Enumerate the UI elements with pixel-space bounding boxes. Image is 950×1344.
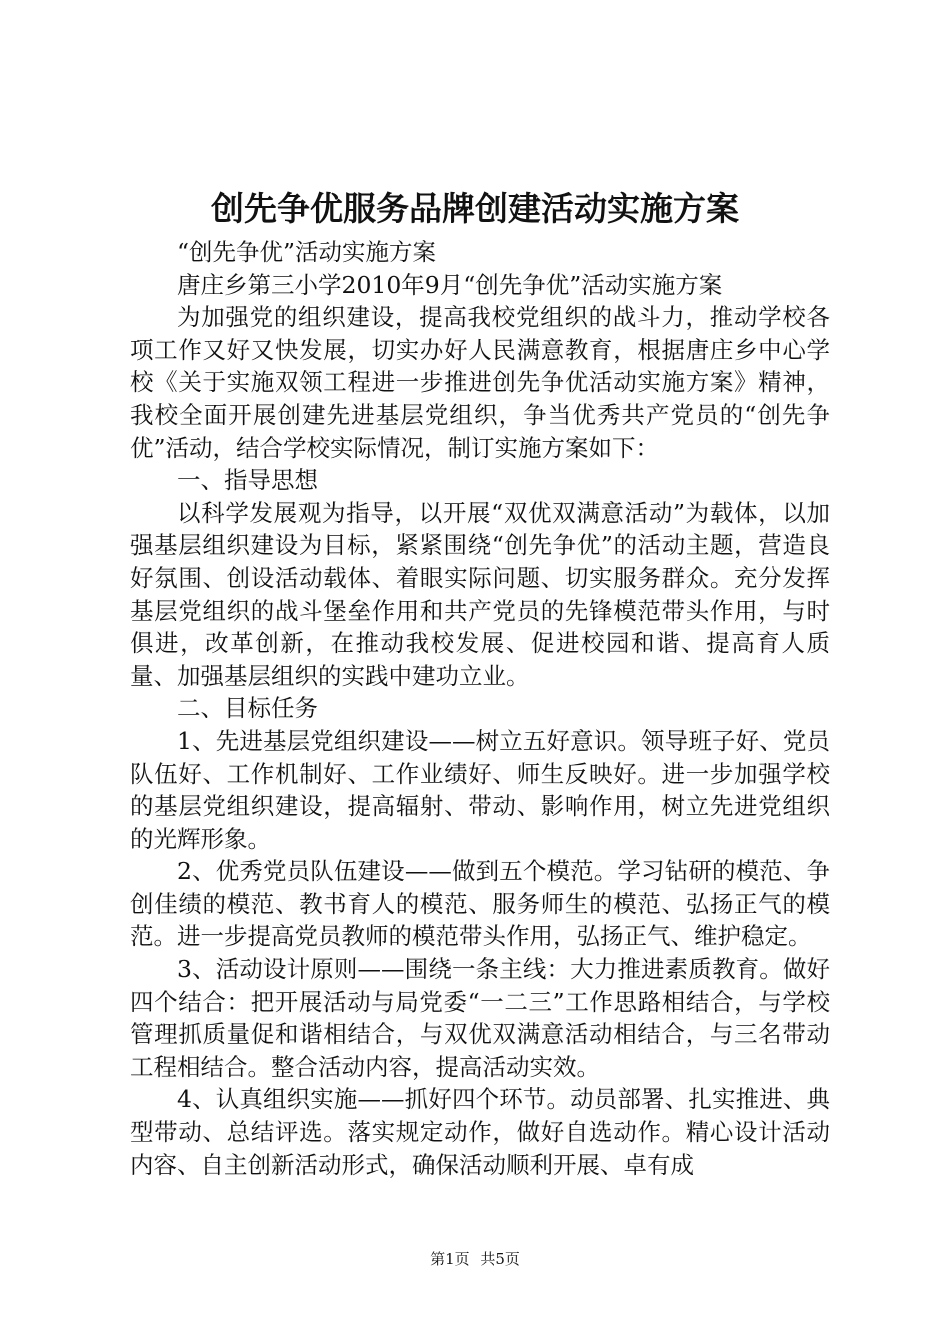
paragraph-subtitle: 唐庄乡第三小学2010年9月“创先争优”活动实施方案 [177, 270, 723, 299]
paragraph-goal-1: 1、先进基层党组织建设——树立五好意识。领导班子好、党员队伍好、工作机制好、工作业绩好、师生反映好。进一步加强学校的基层党组织建设，提高辐射、带动、影响作用，树立先进党组织的光辉形象。 [130, 726, 830, 853]
paragraph-heading: “创先争优”活动实施方案 [177, 238, 437, 266]
document-title: 创先争优服务品牌创建活动实施方案 [211, 189, 739, 228]
paragraph-intro: 为加强党的组织建设，提高我校党组织的战斗力，推动学校各项工作又好又快发展，切实办好人民满意教育，根据唐庄乡中心学校《关于实施双领工程进一步推进创先争优活动实施方案》精神，我校全面开展创建先进基层党组织，争当优秀共产党员的“创先争优”活动，结合学校实际情况，制订实施方案如下： [130, 303, 830, 462]
paragraph-goal-2: 2、优秀党员队伍建设——做到五个模范。学习钻研的模范、争创佳绩的模范、教书育人的模范、服务师生的模范、弘扬正气的模范。进一步提高党员教师的模范带头作用，弘扬正气、维护稳定。 [130, 857, 830, 951]
section-heading-guiding-thought: 一、指导思想 [177, 466, 318, 495]
paragraph-goal-4: 4、认真组织实施——抓好四个环节。动员部署、扎实推进、典型带动、总结评选。落实规定动作，做好自选动作。精心设计活动内容、自主创新活动形式，确保活动顺利开展、卓有成 [130, 1085, 830, 1179]
paragraph-goal-3: 3、活动设计原则——围绕一条主线：大力推进素质教育。做好四个结合：把开展活动与局党委“一二三”工作思路相结合，与学校管理抓质量促和谐相结合，与双优双满意活动相结合，与三名带动工程相结合。整合活动内容，提高活动实效。 [130, 955, 830, 1081]
document-body [130, 236, 830, 1181]
paragraph-guiding-thought: 以科学发展观为指导，以开展“双优双满意活动”为载体，以加强基层组织建设为目标，紧紧围绕“创先争优”的活动主题，营造良好氛围、创设活动载体、着眼实际问题、切实服务群众。充分发挥基层党组织的战斗堡垒作用和共产党员的先锋模范带头作用，与时俱进，改革创新，在推动我校发展、促进校园和谐、提高育人质量、加强基层组织的实践中建功立业。 [130, 498, 830, 690]
page-footer [0, 1249, 950, 1269]
page-number: 第1页 [430, 1250, 470, 1268]
section-heading-goals: 二、目标任务 [177, 694, 318, 723]
page-total: 共5页 [480, 1250, 520, 1268]
